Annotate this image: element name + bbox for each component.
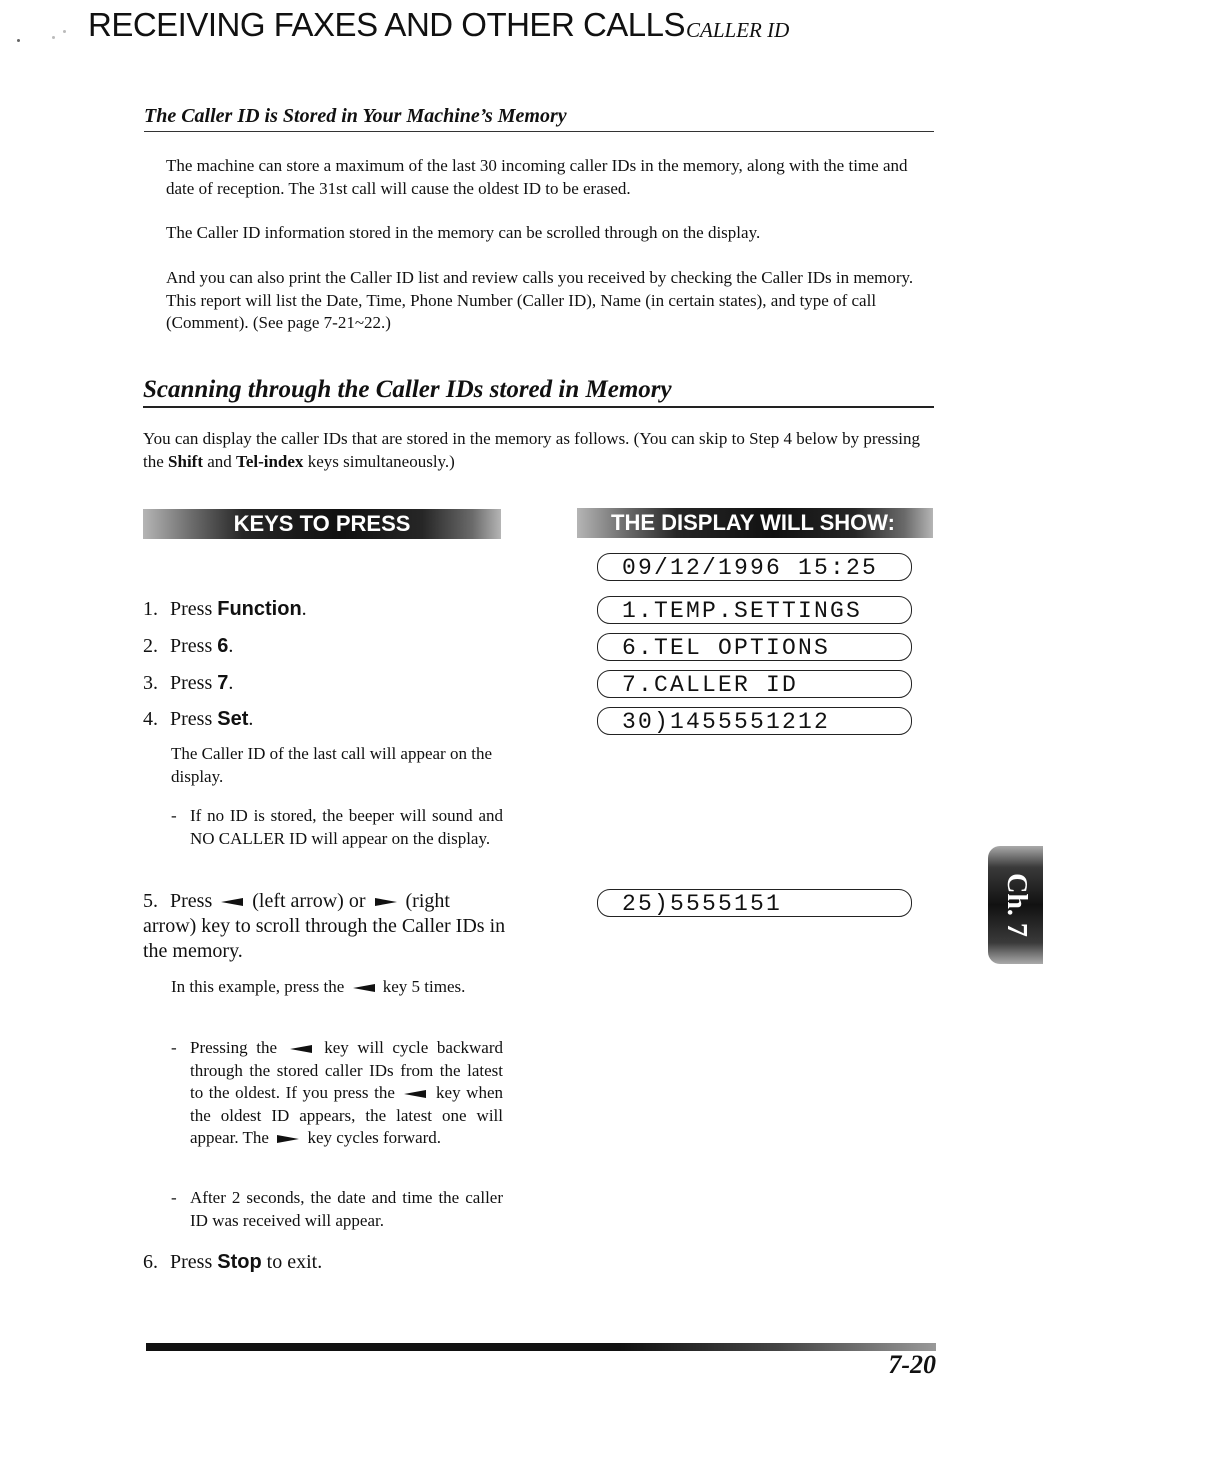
intro-text: You can display the caller IDs that are stored in the memory as follows. (You can skip to Step 4 below by pressing the: [143, 429, 921, 471]
step-text: .: [301, 598, 307, 620]
chapter-tab-label: Ch. 7: [1000, 873, 1032, 937]
step-4: [143, 707, 508, 732]
section-intro: [143, 428, 938, 473]
paragraph: And you can also print the Caller ID list and review calls you received by checking the Caller IDs in memory. This report will list the Date, Time, Phone Number (Caller ID), Name (in certain states), and type of call (Comment). (See page 7-21~22.): [166, 268, 914, 332]
lcd-display-scrolled-caller: 25)5555151: [597, 889, 912, 917]
step-text: .: [228, 635, 234, 657]
step-number: 2.: [143, 635, 158, 657]
scan-speck: [52, 36, 55, 39]
step-number: 5.: [143, 890, 158, 912]
step-text: Press: [170, 635, 218, 657]
lcd-display-last-caller: 30)1455551212: [597, 707, 912, 735]
step-number: 4.: [143, 708, 158, 730]
right-arrow-icon: [375, 898, 397, 906]
left-arrow-icon: [290, 1045, 312, 1053]
lcd-display-tel-options: 6.TEL OPTIONS: [597, 633, 912, 661]
bullet-text-part: Pressing the: [190, 1038, 286, 1057]
stop-key-label: Stop: [217, 1251, 262, 1273]
step-5-note: [171, 976, 503, 999]
paragraph: The machine can store a maximum of the last 30 incoming caller IDs in the memory, along with the time and date of reception. The 31st call will cause the oldest ID to be erased.: [166, 156, 908, 198]
lcd-display-temp-settings: 1.TEMP.SETTINGS: [597, 596, 912, 624]
step-text: .: [248, 708, 254, 730]
scan-speck: [17, 39, 20, 42]
step-text: (left arrow) or: [247, 890, 371, 912]
lcd-display-date-time: 09/12/1996 15:25: [597, 553, 912, 581]
paragraph: The Caller ID information stored in the memory can be scrolled through on the display.: [166, 223, 761, 242]
key-7-label: 7: [217, 672, 229, 694]
step-4-bullet: [171, 805, 503, 850]
page-header-subtitle: CALLER ID: [686, 18, 790, 42]
step-3: [143, 671, 508, 696]
tel-index-key-label: Tel-index: [236, 451, 304, 471]
shift-key-label: Shift: [168, 451, 203, 471]
bullet-text-part: key when the oldest ID appears, the latest one will appear. The: [190, 1083, 503, 1147]
footer-rule: [146, 1343, 936, 1351]
note-text: key 5 times.: [378, 977, 466, 996]
page-header-title: RECEIVING FAXES AND OTHER CALLS: [88, 6, 685, 43]
page-number: 7-20: [888, 1350, 936, 1379]
key-6-label: 6: [217, 635, 229, 657]
bullet-text: [190, 1037, 503, 1150]
step-5: [143, 889, 508, 964]
left-arrow-icon: [404, 1090, 426, 1098]
set-key-label: Set: [217, 708, 249, 730]
step-text: Press: [170, 1251, 218, 1273]
bullet-text: After 2 seconds, the date and time the caller ID was received will appear.: [190, 1188, 503, 1230]
section-heading-memory: The Caller ID is Stored in Your Machine’s Memory: [144, 105, 934, 132]
step-2: [143, 634, 508, 659]
step-number: 6.: [143, 1251, 158, 1273]
left-arrow-icon: [353, 984, 375, 992]
step-6: [143, 1250, 508, 1275]
intro-text: keys simultaneously.): [303, 451, 455, 471]
keys-to-press-banner: KEYS TO PRESS: [143, 509, 501, 539]
bullet-dash: -: [171, 1188, 177, 1207]
step-text: Press: [170, 598, 218, 620]
intro-text: and: [203, 451, 237, 471]
left-arrow-icon: [221, 898, 243, 906]
bullet-text-part: key cycles forward.: [303, 1128, 442, 1147]
chapter-tab: [988, 846, 1043, 964]
bullet-text: If no ID is stored, the beeper will sound and NO CALLER ID will appear on the display.: [190, 806, 503, 848]
bullet-dash: -: [171, 806, 177, 825]
bullet-dash: -: [171, 1038, 177, 1057]
display-will-show-banner: THE DISPLAY WILL SHOW:: [577, 508, 933, 538]
step-1: [143, 597, 508, 622]
step-text: Press: [170, 890, 218, 912]
step-5-bullet-timeout: [171, 1187, 503, 1232]
bullet-text-part: key will cycle backward through the stored caller IDs from the latest to the oldest. If you press the: [190, 1038, 503, 1102]
note-text: In this example, press the: [171, 977, 349, 996]
step-text: Press: [170, 672, 218, 694]
lcd-display-caller-id: 7.CALLER ID: [597, 670, 912, 698]
right-arrow-icon: [277, 1135, 299, 1143]
step-5-bullet-cycle: [171, 1037, 503, 1150]
step-number: 1.: [143, 598, 158, 620]
function-key-label: Function: [217, 598, 302, 620]
section-heading-scanning: Scanning through the Caller IDs stored in Memory: [143, 376, 934, 408]
scan-speck: [63, 30, 66, 33]
step-text: Press: [170, 708, 218, 730]
step-text: .: [228, 672, 234, 694]
step-4-note: The Caller ID of the last call will appear on the display.: [171, 744, 492, 786]
step-number: 3.: [143, 672, 158, 694]
step-text: (right arrow) key to scroll through the Caller IDs in the memory.: [143, 890, 506, 962]
step-text: to exit.: [261, 1251, 323, 1273]
